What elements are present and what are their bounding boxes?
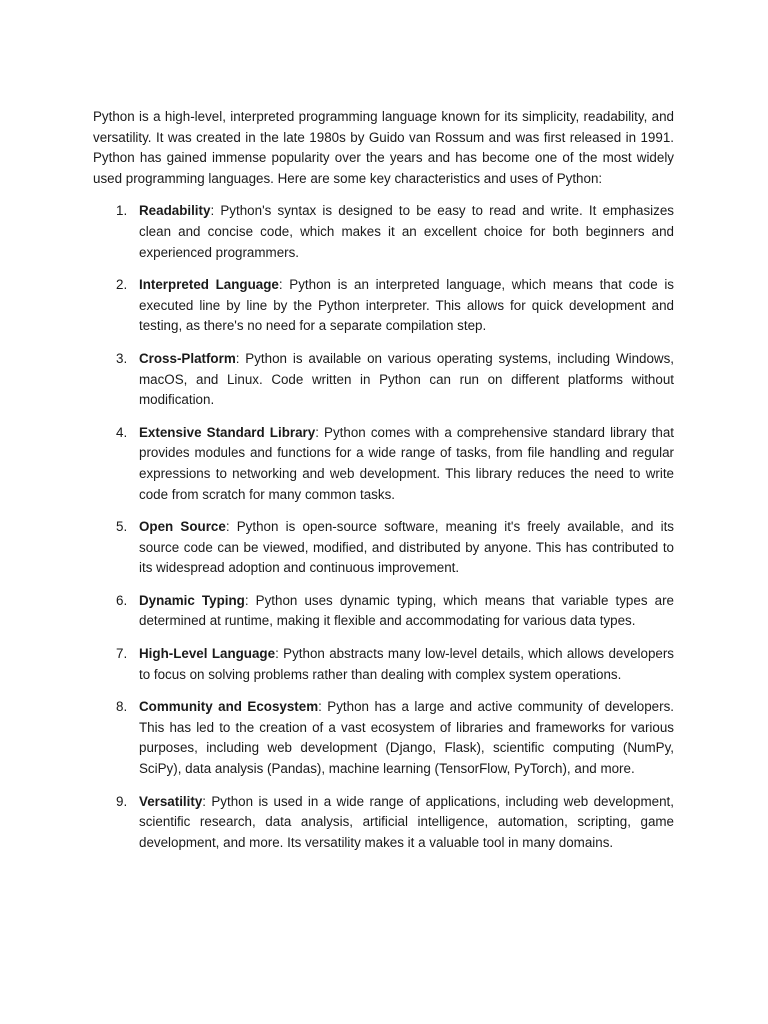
list-item-text: : Python is an interpreted language, which means that code is executed line by line by the Python interpreter. This allows for quick development and testing, as there's no need for a separate compilation step. <box>139 277 674 334</box>
list-item-term: Extensive Standard Library <box>139 424 316 440</box>
document-page <box>93 107 674 865</box>
list-item-term: Readability <box>139 203 211 219</box>
list-item-number: 5. <box>116 519 128 535</box>
list-item-text: : Python's syntax is designed to be easy to read and write. It emphasizes clean and concise code, which makes it an excellent choice for both beginners and experienced programmers. <box>139 203 674 260</box>
list-item <box>93 644 674 685</box>
intro-paragraph: Python is a high-level, interpreted programming language known for its simplicity, readability, and versatility. It was created in the late 1980s by Guido van Rossum and was first released in 1991. Python has gained immense popularity over the years and has become one of the most widely used programming languages. Here are some key characteristics and uses of Python: <box>93 109 674 186</box>
characteristics-list <box>93 201 674 853</box>
list-item-number: 2. <box>116 277 128 293</box>
list-item <box>93 591 674 632</box>
list-item-term: Open Source <box>139 519 226 535</box>
list-item <box>93 697 674 779</box>
list-item-number: 1. <box>116 203 128 219</box>
list-item-text: : Python abstracts many low-level details, which allows developers to focus on solving problems rather than dealing with complex system operations. <box>139 646 674 682</box>
list-item-term: Versatility <box>139 793 203 809</box>
list-item-text: : Python is open-source software, meaning it's freely available, and its source code can be viewed, modified, and distributed by anyone. This has contributed to its widespread adoption and continuous improvement. <box>139 519 675 576</box>
list-item-term: Cross-Platform <box>139 350 236 366</box>
list-item-number: 8. <box>116 699 128 715</box>
list-item-term: High-Level Language <box>139 646 276 662</box>
list-item <box>93 201 674 263</box>
list-item-text: : Python is available on various operating systems, including Windows, macOS, and Linux. Code written in Python can run on different platforms without modification. <box>139 350 674 408</box>
list-item-term: Interpreted Language <box>139 277 279 293</box>
list-item <box>93 275 674 337</box>
list-item-term: Dynamic Typing <box>139 592 245 608</box>
list-item <box>93 349 674 411</box>
list-item-text: : Python has a large and active community of developers. This has led to the creation of a vast ecosystem of libraries and frameworks for various purposes, including web development (Django, Flask), scientific computing (NumPy, SciPy), data analysis (Pandas), machine learning (TensorFlow, PyTorch), and more. <box>139 699 674 777</box>
list-item-number: 4. <box>116 424 128 440</box>
list-item-text: : Python comes with a comprehensive standard library that provides modules and functions for a wide range of tasks, from file handling and regular expressions to networking and web development. This library reduces the need to write code from scratch for many common tasks. <box>139 424 674 502</box>
list-item-text: : Python is used in a wide range of applications, including web development, scientific research, data analysis, artificial intelligence, automation, scripting, game development, and more. Its versatility makes it a valuable tool in many domains. <box>139 793 674 850</box>
list-item-number: 6. <box>116 592 128 608</box>
list-item <box>93 517 674 579</box>
list-item-number: 9. <box>116 793 128 809</box>
list-item-number: 3. <box>116 350 128 366</box>
list-item <box>93 423 674 505</box>
list-item-text: : Python uses dynamic typing, which means that variable types are determined at runtime, making it flexible and accommodating for various data types. <box>139 592 674 629</box>
list-item-term: Community and Ecosystem <box>139 699 319 715</box>
list-item <box>93 792 674 854</box>
list-item-number: 7. <box>116 646 128 662</box>
